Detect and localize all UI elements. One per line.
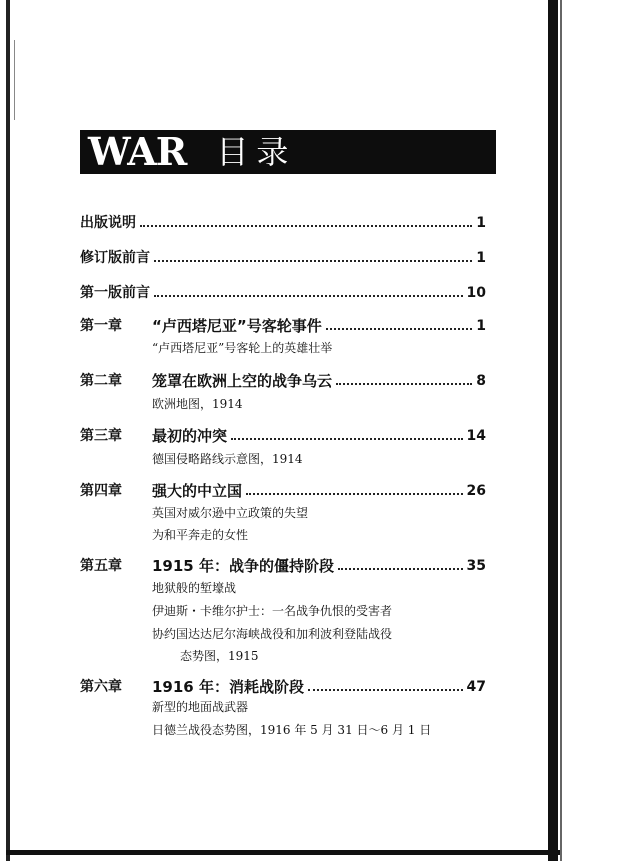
page-number: 26 xyxy=(466,483,486,499)
dot-leader xyxy=(154,294,463,297)
page-number: 10 xyxy=(466,285,486,301)
chapter-number: 第二章 xyxy=(80,373,122,389)
toc-entry-revised-preface[interactable] xyxy=(80,245,486,267)
toc-entry-first-preface[interactable] xyxy=(80,280,486,302)
page-number: 1 xyxy=(476,250,486,266)
chapter-title: 强大的中立国 xyxy=(152,482,243,500)
chapter-number: 第六章 xyxy=(80,679,122,695)
page-number: 1 xyxy=(476,215,486,231)
entry-label: 第一版前言 xyxy=(80,285,150,301)
dot-leader xyxy=(140,224,472,227)
dot-leader xyxy=(308,688,463,691)
dot-leader xyxy=(154,259,472,262)
entry-label: 出版说明 xyxy=(80,215,136,231)
page-number: 35 xyxy=(466,558,486,574)
toc-entry-chapter-5[interactable] xyxy=(80,553,486,575)
chapter-number: 第三章 xyxy=(80,428,122,444)
chapter-5-subentry: 地狱般的堑壕战 xyxy=(152,581,237,595)
toc-entry-chapter-6[interactable] xyxy=(80,674,486,696)
toc-entry-publication-note[interactable] xyxy=(80,210,486,232)
chapter-5-subentry: 态势图，1915 xyxy=(180,649,259,663)
dot-leader xyxy=(231,437,463,440)
chapter-3-subentry: 德国侵略路线示意图，1914 xyxy=(152,452,303,466)
page-number: 8 xyxy=(476,373,486,389)
chapter-title: 最初的冲突 xyxy=(152,427,228,445)
toc-entry-chapter-1[interactable] xyxy=(80,313,486,335)
chapter-title: “卢西塔尼亚”号客轮事件 xyxy=(152,317,322,335)
page-number: 14 xyxy=(466,428,486,444)
chapter-1-subentry: “卢西塔尼亚”号客轮上的英雄壮举 xyxy=(152,341,333,355)
chapter-number: 第五章 xyxy=(80,558,122,574)
entry-label: 修订版前言 xyxy=(80,250,150,266)
chapter-number: 第一章 xyxy=(80,318,122,334)
dot-leader xyxy=(326,327,473,330)
toc-entry-chapter-2[interactable] xyxy=(80,368,486,390)
toc-entry-chapter-4[interactable] xyxy=(80,478,486,500)
page-number: 1 xyxy=(476,318,486,334)
dot-leader xyxy=(336,382,472,385)
chapter-5-subentry: 伊迪斯・卡维尔护士：一名战争仇恨的受害者 xyxy=(152,604,393,618)
page-number: 47 xyxy=(466,679,486,695)
dot-leader xyxy=(246,492,463,495)
chapter-6-subentry: 新型的地面战武器 xyxy=(152,700,249,714)
toc-entry-chapter-3[interactable] xyxy=(80,423,486,445)
dot-leader xyxy=(338,567,463,570)
war-logo: WAR xyxy=(88,129,187,174)
chapter-title: 1916 年：消耗战阶段 xyxy=(152,678,304,696)
toc-heading: 目录 xyxy=(216,133,297,171)
chapter-title: 笼罩在欧洲上空的战争乌云 xyxy=(152,372,333,390)
chapter-number: 第四章 xyxy=(80,483,122,499)
chapter-5-subentry: 协约国达达尼尔海峡战役和加利波利登陆战役 xyxy=(152,627,393,641)
chapter-4-subentry: 英国对威尔逊中立政策的失望 xyxy=(152,506,309,520)
chapter-6-subentry: 日德兰战役态势图，1916 年 5 月 31 日～6 月 1 日 xyxy=(152,723,432,737)
chapter-title: 1915 年：战争的僵持阶段 xyxy=(152,557,334,575)
chapter-2-subentry: 欧洲地图，1914 xyxy=(152,397,243,411)
chapter-4-subentry: 为和平奔走的女性 xyxy=(152,528,249,542)
